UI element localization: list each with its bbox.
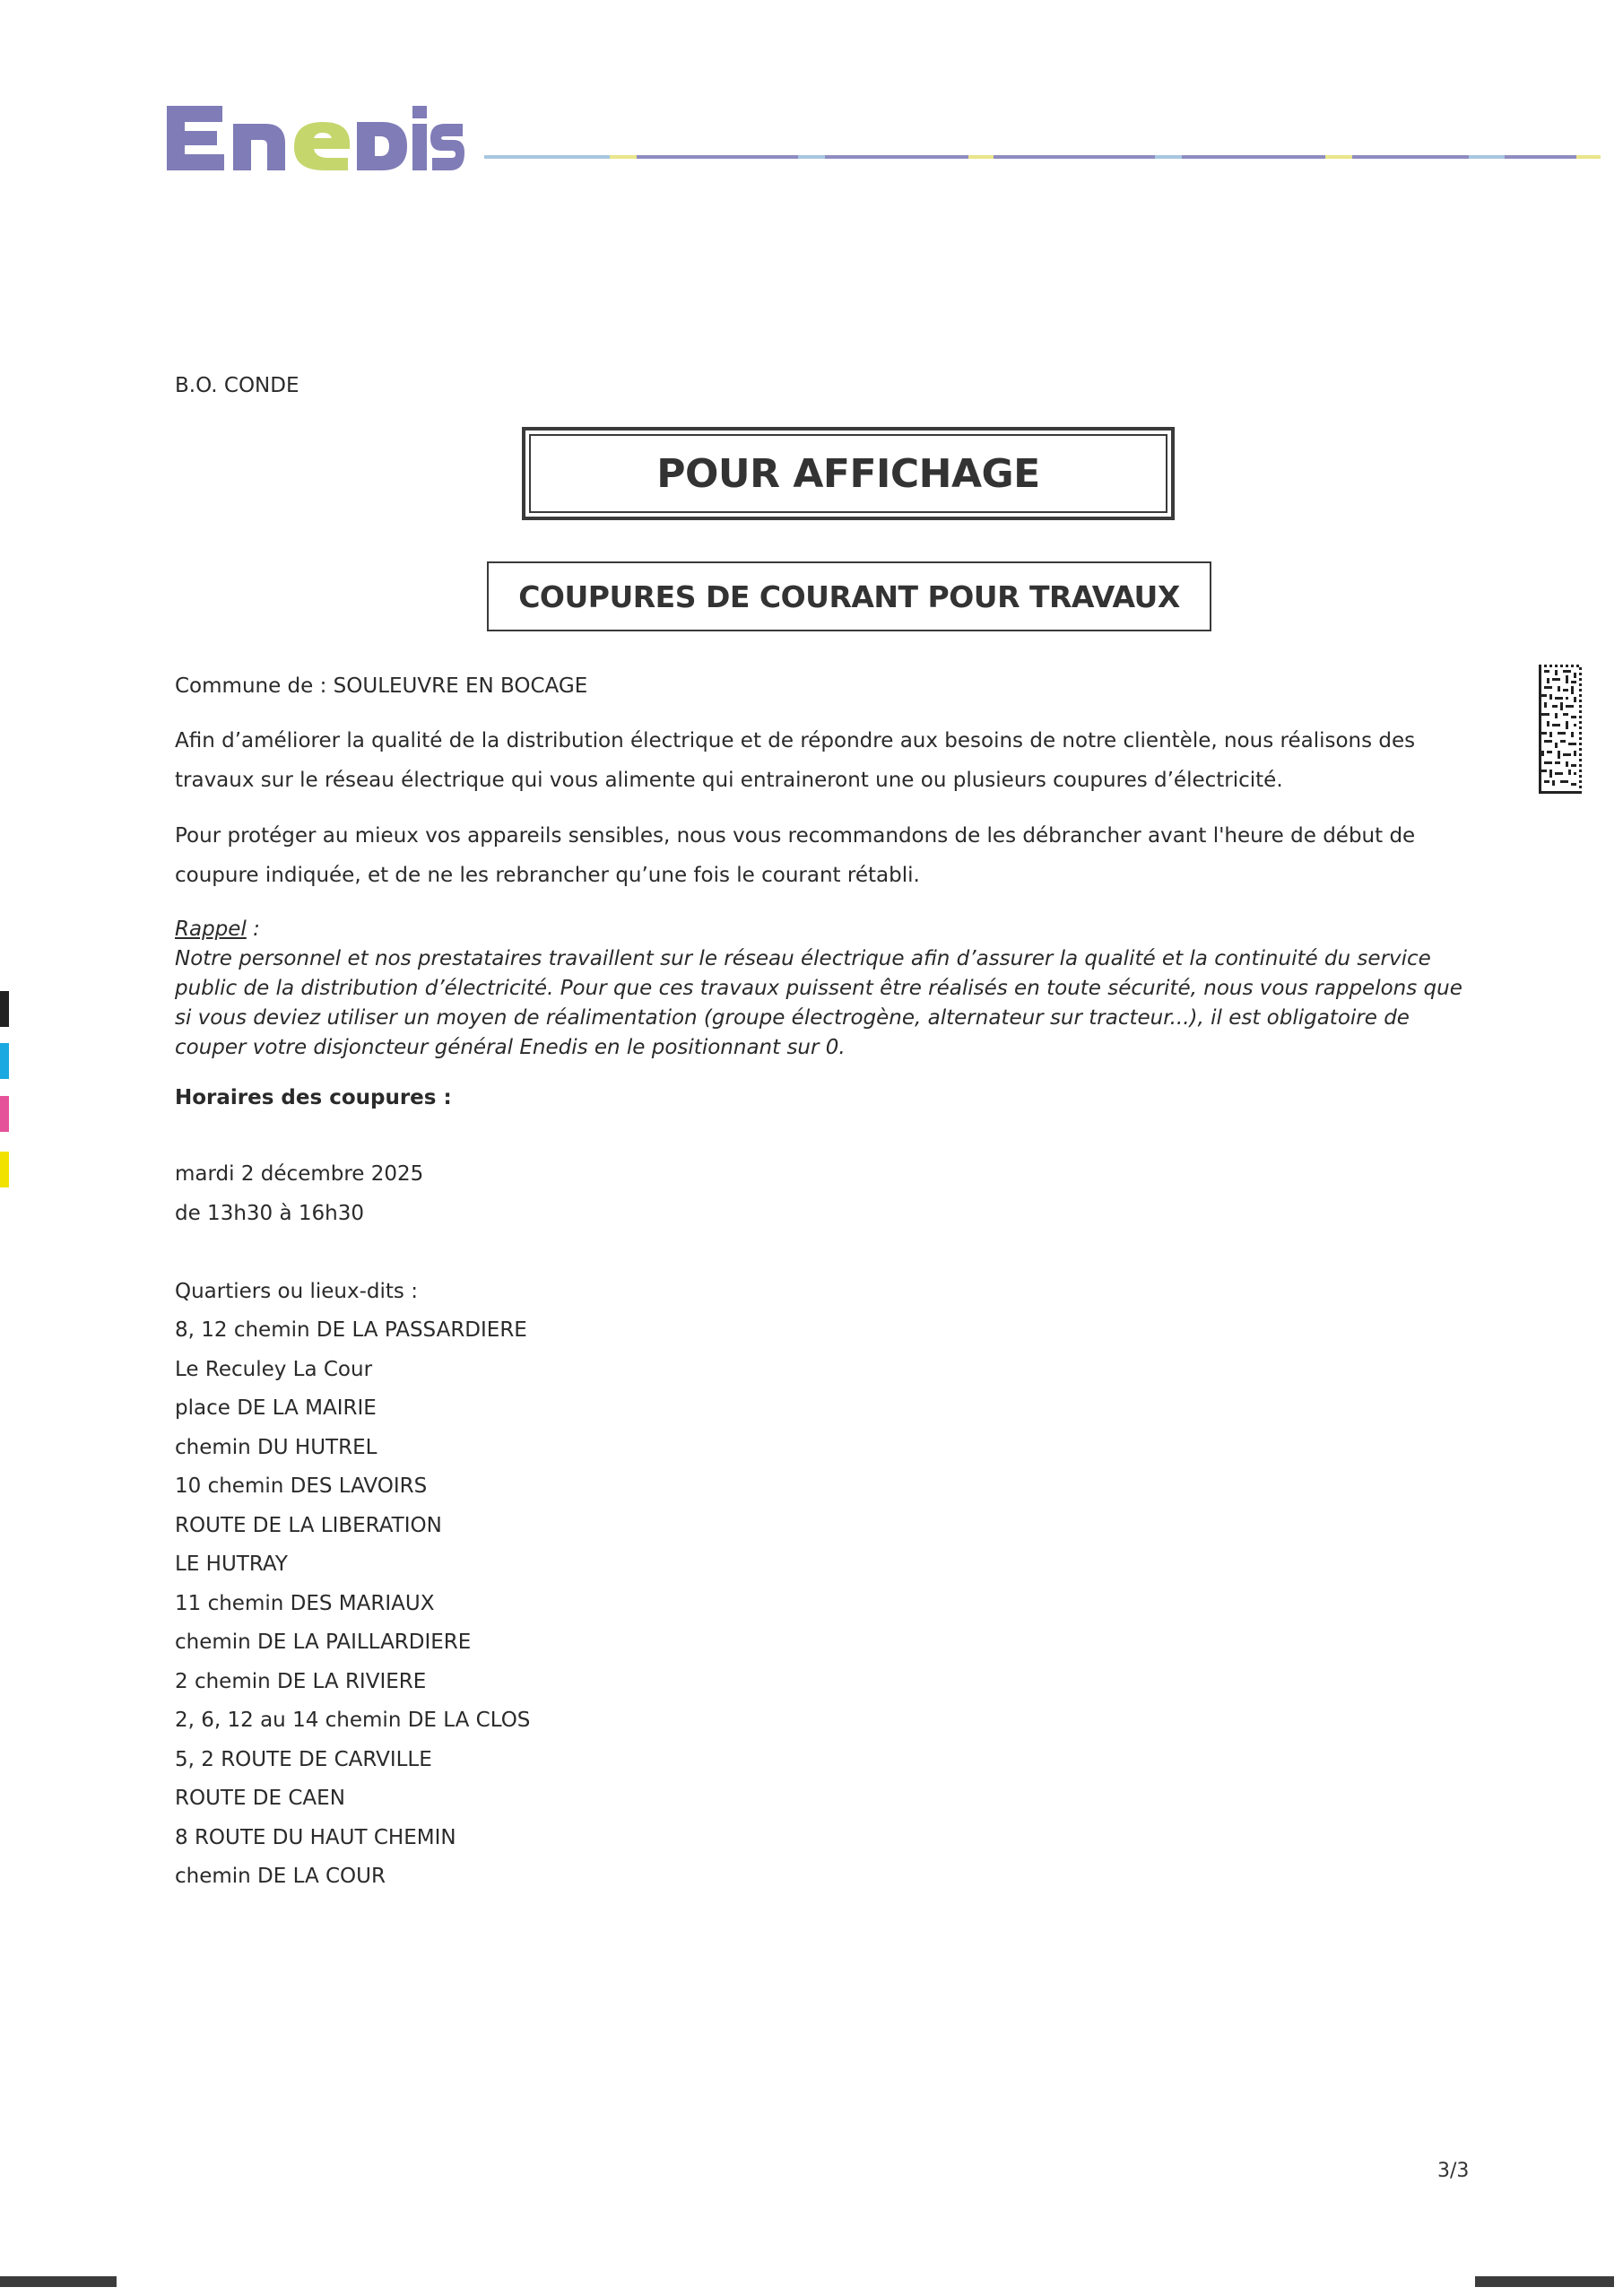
outage-date: mardi 2 décembre 2025 xyxy=(175,1162,424,1186)
list-item: chemin DE LA COUR xyxy=(175,1865,386,1888)
lieux-list xyxy=(175,1311,530,1897)
list-item: place DE LA MAIRIE xyxy=(175,1396,377,1420)
list-item: LE HUTRAY xyxy=(175,1552,288,1576)
bottom-bar-left xyxy=(0,2276,117,2287)
rappel-title-suffix: : xyxy=(246,918,260,941)
list-item: 2, 6, 12 au 14 chemin DE LA CLOS xyxy=(175,1709,531,1732)
list-item: 10 chemin DES LAVOIRS xyxy=(175,1474,428,1498)
subtitle-text: COUPURES DE COURANT POUR TRAVAUX xyxy=(518,578,1180,614)
print-mark-yellow xyxy=(0,1152,9,1187)
rappel-title: Rappel xyxy=(175,918,247,941)
list-item: chemin DU HUTREL xyxy=(175,1435,378,1459)
title-text: POUR AFFICHAGE xyxy=(656,450,1040,497)
rappel-block xyxy=(175,915,1475,1063)
rappel-text: Notre personnel et nos prestataires travaillent sur le réseau électrique afin d’assurer la qualité et la continuité du service public de la distribution d’électricité. Pour que ces travaux puissent être réalisés en toute sécurité, nous vous rappelons que si vous deviez utiliser un moyen de réalimentation (groupe électrogène, alternateur sur tracteur...), il est obligatoire de couper votre disjoncteur général Enedis en le positionnant sur 0. xyxy=(175,947,1462,1059)
list-item: 11 chemin DES MARIAUX xyxy=(175,1591,435,1615)
list-item: 8 ROUTE DU HAUT CHEMIN xyxy=(175,1825,456,1849)
enedis-logo xyxy=(160,97,464,178)
page-number: 3/3 xyxy=(1437,2160,1470,2182)
datamatrix-code xyxy=(1539,664,1582,795)
print-mark-cyan xyxy=(0,1043,9,1079)
horaires-heading: Horaires des coupures : xyxy=(175,1086,452,1109)
title-box xyxy=(522,427,1175,520)
subtitle-box xyxy=(487,561,1211,631)
bottom-bar-right xyxy=(1475,2276,1614,2287)
list-item: 8, 12 chemin DE LA PASSARDIERE xyxy=(175,1318,527,1342)
outage-time: de 13h30 à 16h30 xyxy=(175,1202,364,1225)
rappel-heading xyxy=(175,915,1475,944)
list-item: 2 chemin DE LA RIVIERE xyxy=(175,1669,427,1693)
print-mark-magenta xyxy=(0,1096,9,1132)
lieux-heading: Quartiers ou lieux-dits : xyxy=(175,1280,418,1303)
list-item: 5, 2 ROUTE DE CARVILLE xyxy=(175,1747,432,1771)
commune-line: Commune de : SOULEUVRE EN BOCAGE xyxy=(175,674,588,698)
print-mark-black xyxy=(0,991,9,1027)
sender-office: B.O. CONDE xyxy=(175,374,299,397)
list-item: Le Reculey La Cour xyxy=(175,1357,373,1381)
list-item: ROUTE DE LA LIBERATION xyxy=(175,1513,442,1537)
advice-paragraph: Pour protéger au mieux vos appareils sensibles, nous vous recommandons de les débrancher avant l'heure de début de coupure indiquée, et de ne les rebrancher qu’une fois le courant rétabli. xyxy=(175,824,1416,887)
intro-paragraph: Afin d’améliorer la qualité de la distribution électrique et de répondre aux besoins de notre clientèle, nous réalisons des travaux sur le réseau électrique qui vous alimente qui entraineront une ou plusieurs coupures d’électricité. xyxy=(175,729,1416,792)
list-item: chemin DE LA PAILLARDIERE xyxy=(175,1631,472,1654)
header-divider xyxy=(484,154,1601,160)
list-item: ROUTE DE CAEN xyxy=(175,1787,345,1810)
